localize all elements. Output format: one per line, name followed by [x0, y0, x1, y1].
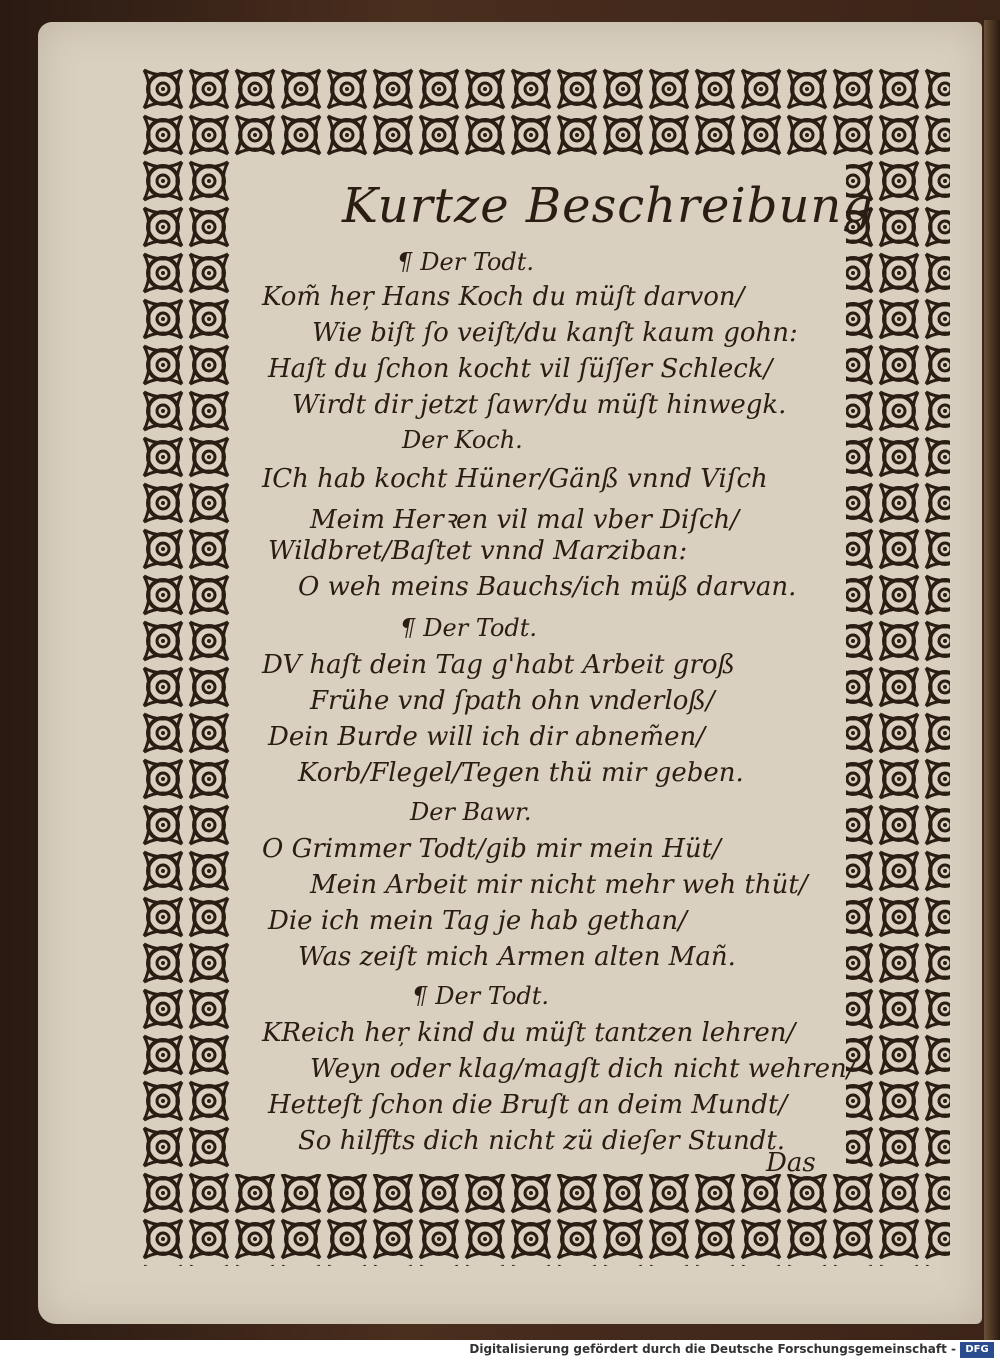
- speaker-heading: ¶ Der Todt.: [400, 614, 538, 642]
- speaker-heading: ¶ Der Todt.: [412, 982, 550, 1010]
- speaker-heading: ¶ Der Todt.: [397, 248, 535, 276]
- verse-line: Was zeiſt mich Armen alten Mañ.: [298, 942, 736, 972]
- verse-line: KReich heŗ kind du müſt tantzen lehren/: [262, 1018, 796, 1048]
- verse-line: Korb/Flegel/Tegen thü mir geben.: [298, 758, 744, 788]
- page-title: Kurtze Beschreibung: [342, 178, 874, 234]
- pilcrow-icon: ¶: [412, 982, 428, 1010]
- verse-line: DV haſt dein Tag g'habt Arbeit groß: [262, 650, 735, 680]
- verse-line: Frühe vnd ſpath ohn vnderloß/: [310, 686, 715, 716]
- verse-line: Kom̃ heŗ Hans Koch du müſt darvon/: [262, 282, 745, 312]
- dfg-logo-icon[interactable]: DFG: [960, 1342, 994, 1358]
- verse-line: Wirdt dir jetzt ſawr/du müſt hinwegk.: [292, 390, 787, 420]
- verse-line: Haſt du ſchon kocht vil ſüſſer Schleck/: [268, 354, 773, 384]
- verse-line: Weyn oder klag/magſt dich nicht wehren/: [310, 1054, 856, 1084]
- funding-credit: Digitalisierung gefördert durch die Deutsche Forschungsgemeinschaft -: [469, 1342, 956, 1356]
- verse-line: So hilffts dich nicht zü dieſer Stundt.: [298, 1126, 786, 1156]
- footer-bar: [0, 1340, 1000, 1361]
- pilcrow-icon: ¶: [400, 614, 416, 642]
- catchword: Das: [766, 1148, 816, 1178]
- speaker-heading: Der Koch.: [402, 426, 523, 454]
- pilcrow-icon: ¶: [397, 248, 413, 276]
- verse-line: Mein Arbeit mir nicht mehr weh thüt/: [310, 870, 808, 900]
- speaker-heading: Der Bawr.: [410, 798, 532, 826]
- verse-line: ICh hab kocht Hüner/Gänß vnnd Viſch: [262, 464, 768, 494]
- verse-line: O Grimmer Todt/gib mir mein Hüt/: [262, 834, 721, 864]
- verse-line: Wildbret/Baſtet vnnd Marziban:: [268, 536, 688, 566]
- verse-line: Hetteſt ſchon die Bruſt an deim Mundt/: [268, 1090, 788, 1120]
- verse-line: Wie biſt ſo veiſt/du kanſt kaum gohn:: [312, 318, 798, 348]
- verse-line: O weh meins Bauchs/ich müß darvan.: [298, 572, 797, 602]
- verse-line: Dein Burde will ich dir abnem̃en/: [268, 722, 705, 752]
- verse-line: Meim Herꝛen vil mal vber Diſch/: [310, 505, 740, 535]
- verse-line: Die ich mein Tag je hab gethan/: [268, 906, 687, 936]
- page-edge: [984, 20, 1000, 1340]
